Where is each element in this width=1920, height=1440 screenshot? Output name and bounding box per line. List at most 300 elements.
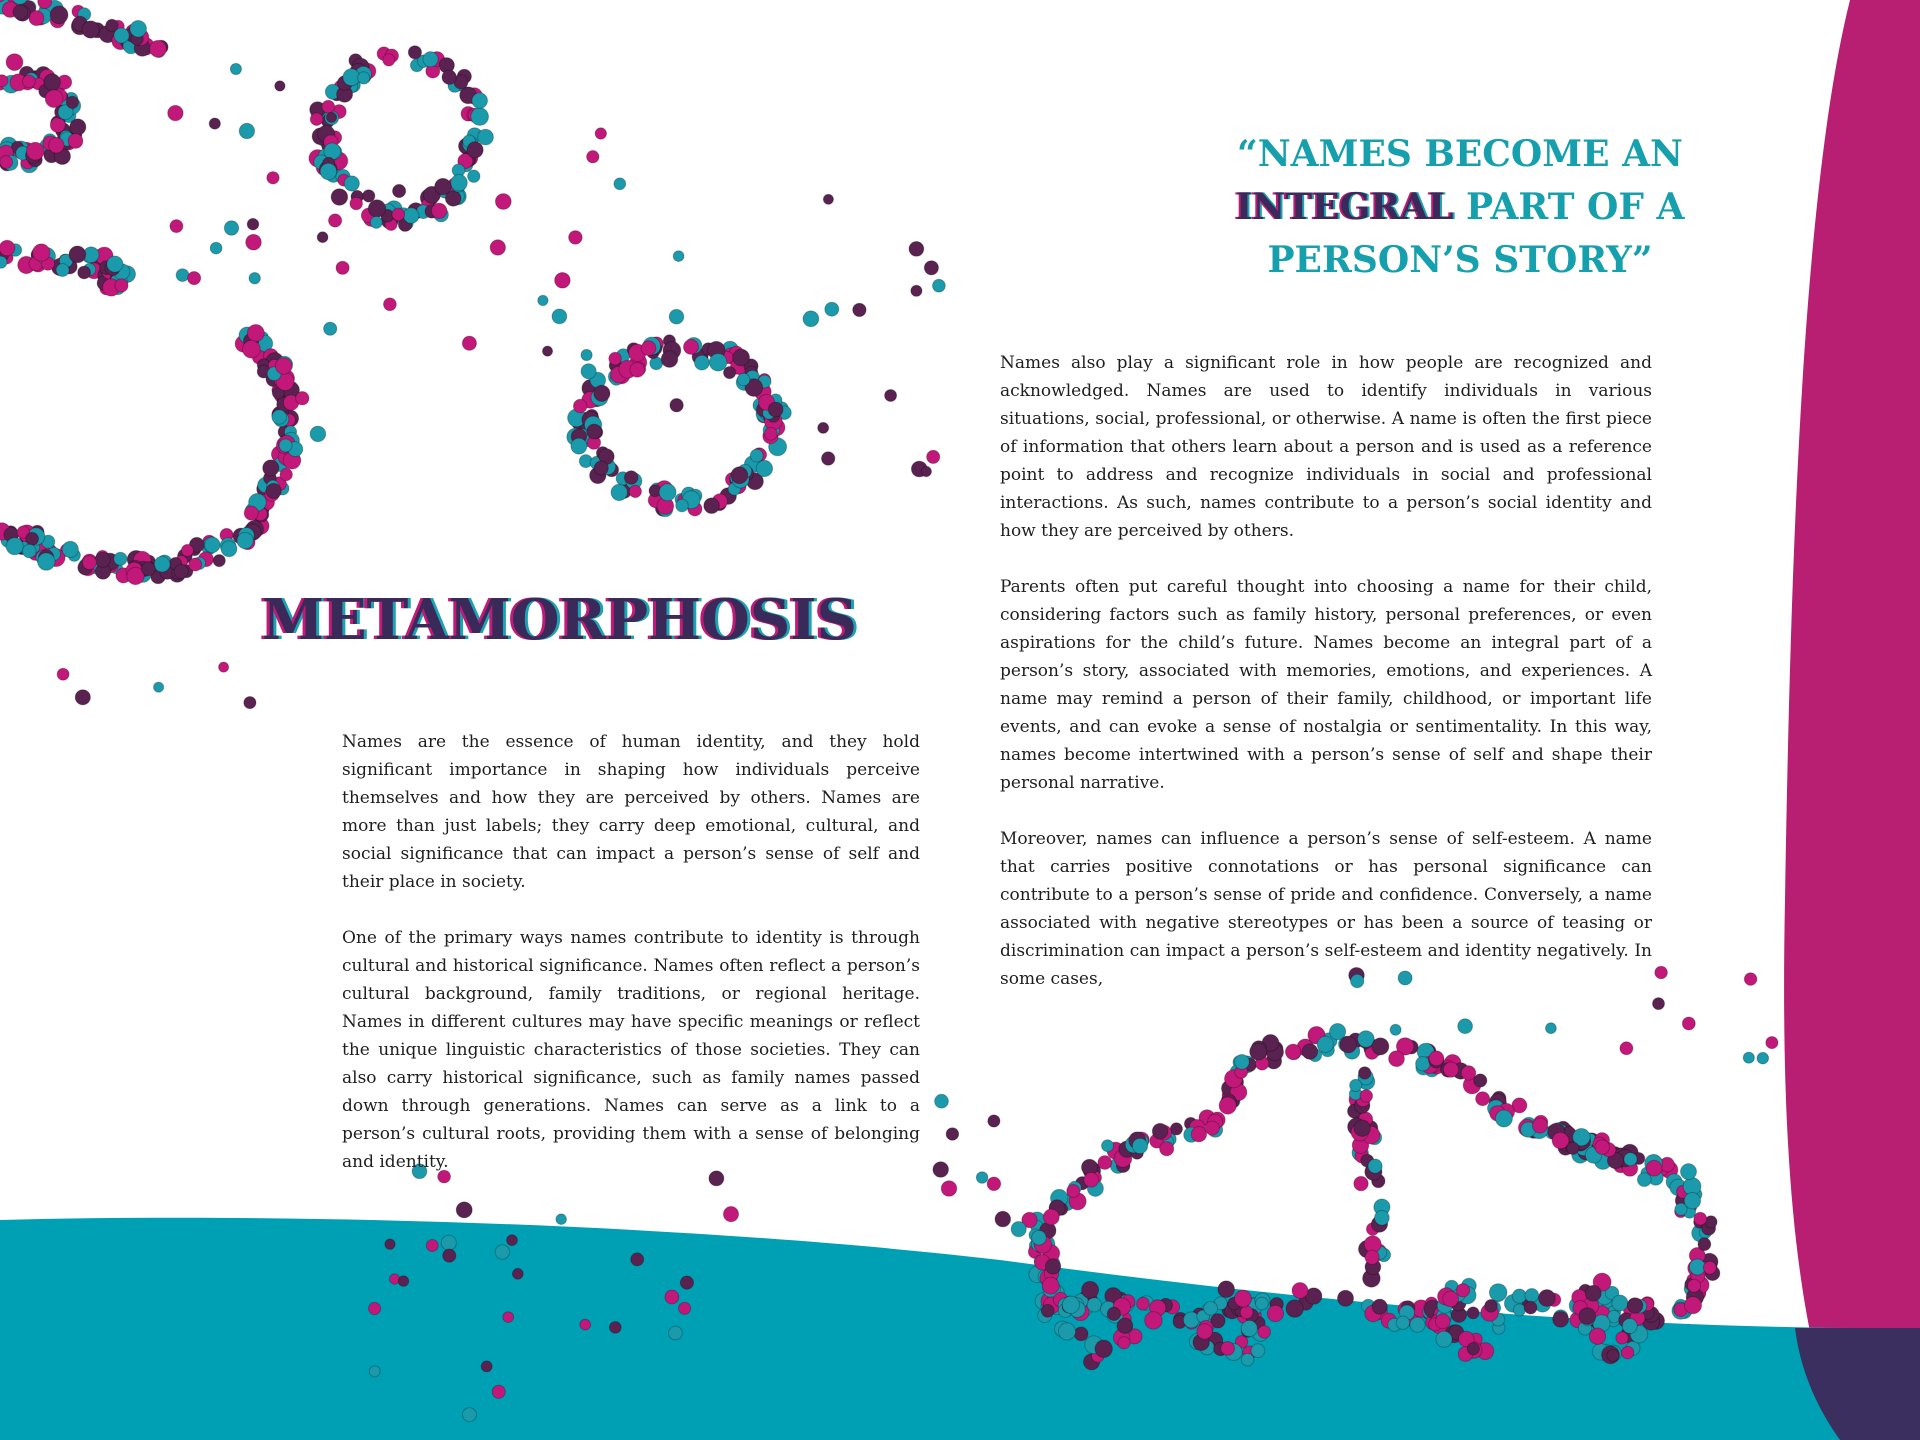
sequin	[1552, 1132, 1569, 1149]
sequin	[995, 1211, 1011, 1227]
sequin	[1241, 1353, 1254, 1366]
sequin	[1436, 1331, 1452, 1347]
sequin	[580, 1319, 591, 1330]
sequin	[1241, 1320, 1257, 1336]
sequin	[213, 555, 225, 567]
sequin	[385, 1239, 395, 1249]
sequin	[1698, 1238, 1711, 1251]
sequin	[150, 40, 167, 57]
sequin	[1102, 1140, 1114, 1152]
sequin	[0, 75, 8, 87]
sequin	[209, 118, 220, 129]
sequin	[441, 1235, 456, 1250]
sequin	[393, 184, 406, 197]
sequin	[272, 410, 287, 425]
sequin	[435, 178, 451, 194]
sequin	[1045, 1259, 1060, 1274]
sequin	[659, 484, 676, 501]
sequin	[1375, 1210, 1390, 1225]
sequin	[1197, 1324, 1213, 1340]
sequin	[556, 1214, 567, 1225]
sequin	[369, 1302, 381, 1314]
sequin	[987, 1177, 1001, 1191]
sequin	[154, 682, 164, 692]
sequin	[26, 532, 39, 545]
sequin	[57, 668, 69, 680]
sequin	[1368, 1159, 1382, 1173]
sequin	[107, 256, 123, 272]
sequin	[1082, 1281, 1099, 1298]
sequin	[1360, 1090, 1373, 1103]
sequin	[1655, 966, 1668, 979]
sequin	[1330, 1024, 1346, 1040]
sequin	[609, 352, 622, 365]
sequin	[704, 498, 720, 514]
sequin	[1132, 1138, 1147, 1153]
sequin	[1585, 1285, 1601, 1301]
sequin	[1095, 1340, 1112, 1357]
sequin	[1682, 1017, 1695, 1030]
sequin	[1703, 1261, 1716, 1274]
sequin	[1058, 1323, 1075, 1340]
sequin	[1458, 1019, 1473, 1034]
sequin	[611, 484, 627, 500]
sequin	[594, 461, 608, 475]
sequin	[737, 373, 750, 386]
sequin	[768, 402, 783, 417]
sequin	[324, 322, 337, 335]
sequin	[472, 93, 488, 109]
sequin	[95, 552, 110, 567]
sequin	[1219, 1097, 1236, 1114]
sequin	[247, 325, 264, 342]
sequin	[941, 1181, 957, 1197]
sequin	[1595, 1140, 1610, 1155]
sequin	[573, 399, 587, 413]
sequin	[492, 1385, 505, 1398]
sequin	[45, 90, 63, 108]
sequin	[1067, 1185, 1080, 1198]
sequin	[569, 231, 583, 245]
sequin	[44, 74, 61, 91]
sequin	[1637, 1173, 1651, 1187]
sequin	[1235, 1055, 1250, 1070]
sequin	[176, 269, 189, 282]
sequin	[695, 355, 710, 370]
right-paragraph-3: Moreover, names can influence a person’s sense of self-esteem. A name that carries positive connotations or has personal significance can contribute to a person’s sense of pride and confidence. Conversely, a name associated with negative stereotypes or has been a source of teasing or discrimination can impact a person’s self-esteem and identity negatively. In some cases,	[1000, 829, 1652, 989]
sequin	[174, 564, 188, 578]
sequin	[244, 506, 258, 520]
sequin	[1372, 1038, 1389, 1055]
sequin	[1485, 1300, 1498, 1313]
sequin	[326, 112, 336, 122]
sequin	[1354, 1176, 1368, 1190]
sequin	[408, 46, 421, 59]
sequin	[1416, 1057, 1430, 1071]
sequin	[1688, 1279, 1701, 1292]
sequin	[1396, 1316, 1409, 1329]
sequin	[62, 541, 78, 557]
sequin	[1553, 1311, 1569, 1327]
sequin	[1532, 1118, 1547, 1133]
sequin	[237, 532, 253, 548]
sequin	[383, 54, 395, 66]
sequin	[70, 119, 86, 135]
sequin	[478, 129, 494, 145]
sequin	[1087, 1298, 1101, 1312]
sequin	[1612, 1295, 1628, 1311]
sequin	[988, 1115, 1000, 1127]
sequin	[1302, 1044, 1318, 1060]
pull-quote-start: “NAMES BECOME AN	[1237, 133, 1683, 175]
sequin	[1170, 1123, 1182, 1135]
sequin	[26, 142, 44, 160]
sequin	[189, 558, 202, 571]
sequin	[669, 1326, 683, 1340]
sequin	[358, 72, 370, 84]
sequin	[1062, 1296, 1079, 1313]
sequin	[1221, 1342, 1235, 1356]
sequin	[263, 460, 279, 476]
sequin	[669, 309, 684, 324]
sequin	[1240, 1306, 1253, 1319]
sequin	[853, 303, 866, 316]
sequin	[154, 556, 170, 572]
sequin	[673, 251, 684, 262]
sequin	[1616, 1332, 1628, 1344]
sequin	[1620, 1042, 1633, 1055]
sequin	[1524, 1301, 1537, 1314]
sequin	[170, 220, 183, 233]
sequin	[1539, 1290, 1556, 1307]
sequin	[927, 450, 940, 463]
sequin	[670, 399, 683, 412]
sequin	[803, 311, 819, 327]
sequin	[1350, 1079, 1362, 1091]
sequin	[921, 466, 931, 476]
sequin	[1757, 1052, 1769, 1064]
sequin	[69, 246, 86, 263]
sequin	[1365, 1250, 1379, 1264]
pull-quote-end: PART OF A PERSON’S STORY”	[1267, 186, 1685, 281]
sequin	[624, 471, 638, 485]
sequin	[50, 6, 68, 24]
sequin	[1621, 1346, 1634, 1359]
sequin	[1107, 1307, 1120, 1320]
sequin	[322, 100, 335, 113]
sequin	[329, 214, 342, 227]
sequin	[481, 1361, 492, 1372]
sequin	[247, 218, 259, 230]
sequin	[1607, 1349, 1619, 1361]
sequin	[266, 483, 281, 498]
sequin	[1258, 1326, 1271, 1339]
page-title: METAMORPHOSIS	[262, 587, 857, 653]
magenta-band	[1784, 0, 1920, 1440]
sequin	[933, 279, 946, 292]
sequin	[279, 439, 292, 452]
sequin	[750, 449, 763, 462]
sequin	[1074, 1327, 1088, 1341]
sequin	[6, 54, 23, 71]
sequin	[1285, 1044, 1300, 1059]
sequin	[1624, 1153, 1637, 1166]
sequin	[512, 1268, 523, 1279]
sequin	[609, 1322, 621, 1334]
sequin	[267, 172, 279, 184]
sequin	[221, 541, 237, 557]
sequin	[1435, 1314, 1450, 1329]
sequin	[1117, 1318, 1132, 1333]
sequin	[1429, 1051, 1444, 1066]
sequin	[680, 1276, 693, 1289]
sequin	[495, 1245, 509, 1259]
sequin	[219, 662, 229, 672]
sequin	[723, 1207, 738, 1222]
sequin	[1495, 1110, 1512, 1127]
sequin	[709, 354, 727, 372]
sequin	[370, 216, 382, 228]
sequin	[1489, 1284, 1507, 1302]
sequin	[1204, 1302, 1218, 1316]
sequin	[23, 544, 37, 558]
sequin	[23, 75, 36, 88]
sequin	[114, 552, 127, 565]
sequin	[641, 341, 656, 356]
sequin	[1525, 1289, 1539, 1303]
sequin	[631, 1253, 644, 1266]
sequin	[29, 11, 44, 26]
sequin	[317, 232, 328, 243]
sequin	[1684, 1193, 1700, 1209]
sequin	[423, 52, 438, 67]
sequin	[451, 174, 468, 191]
sequin	[587, 151, 599, 163]
sequin	[1218, 1281, 1235, 1298]
sequin	[398, 1276, 409, 1287]
sequin	[1011, 1222, 1026, 1237]
sequin	[13, 5, 28, 20]
sequin	[1042, 1277, 1059, 1294]
sequin	[946, 1128, 959, 1141]
sequin	[68, 134, 83, 149]
sequin	[571, 438, 587, 454]
sequin	[384, 298, 397, 311]
sequin	[275, 81, 285, 91]
sequin	[1512, 1289, 1526, 1303]
sequin	[684, 339, 699, 354]
sequin	[1317, 1036, 1333, 1052]
sequin	[1338, 1290, 1354, 1306]
sequin	[403, 208, 419, 224]
sequin	[1410, 1317, 1425, 1332]
sequin	[818, 422, 829, 433]
sequin	[310, 113, 323, 126]
sequin	[1694, 1212, 1707, 1225]
sequin	[1041, 1304, 1054, 1317]
left-paragraph-1: Names are the essence of human identity, and they hold significant importance in shaping how individuals perceive themselves and how they are perceived by others. Names are more than just labels; they carry deep emotional, cultural, and social significance that can impact a person’s sense of self and their place in society.	[342, 732, 920, 892]
sequin	[1267, 1305, 1283, 1321]
sequin	[911, 285, 922, 296]
sequin	[210, 242, 222, 254]
sequin	[587, 424, 602, 439]
sequin	[976, 1172, 988, 1184]
sequin	[935, 1094, 949, 1108]
sequin	[1098, 1156, 1112, 1170]
sequin	[33, 244, 50, 261]
sequin	[1235, 1290, 1252, 1307]
sequin	[432, 203, 447, 218]
sequin	[1744, 973, 1757, 986]
sequin	[310, 426, 326, 442]
sequin	[443, 1249, 456, 1262]
sequin	[581, 349, 592, 360]
sequin	[114, 28, 129, 43]
sequin	[243, 340, 261, 358]
sequin	[1043, 1209, 1059, 1225]
sequin	[49, 137, 65, 153]
sequin	[1084, 1172, 1099, 1187]
pull-quote	[1200, 128, 1720, 287]
left-paragraph-2: One of the primary ways names contribute to identity is through cultural and historical significance. Names often reflect a person’s cultural background, family traditions, or regional heritage. Names in different cultures may have specific meanings or reflect the unique linguistic characteristics of those societies. They can also carry historical significance, such as family names passed down through generations. Names can serve as a link to a person’s cultural roots, providing them with a sense of belonging and identity.	[342, 928, 920, 1172]
sequin	[1766, 1037, 1778, 1049]
sequin	[490, 240, 505, 255]
sequin	[924, 261, 938, 275]
sequin	[1286, 1300, 1303, 1317]
sequin	[1456, 1284, 1469, 1297]
sequin	[1359, 1067, 1371, 1079]
sequin	[581, 364, 596, 379]
sequin	[1743, 1052, 1754, 1063]
sequin	[665, 1290, 679, 1304]
sequin	[822, 452, 835, 465]
sequin	[630, 362, 645, 377]
sequin	[456, 1202, 472, 1218]
sequin	[507, 1235, 518, 1246]
sequin	[614, 178, 626, 190]
sequin	[909, 242, 924, 257]
sequin	[368, 200, 385, 217]
sequin	[130, 21, 147, 38]
pull-quote-highlight: INTEGRAL	[1235, 186, 1454, 228]
sequin	[1546, 1023, 1557, 1034]
sequin	[676, 499, 689, 512]
sequin	[1118, 1337, 1130, 1349]
sequin	[733, 349, 750, 366]
sequin	[724, 367, 736, 379]
sequin	[1390, 1024, 1401, 1035]
sequin	[467, 142, 483, 158]
sequin	[336, 261, 349, 274]
sequin	[1476, 1092, 1490, 1106]
sequin	[1467, 1343, 1479, 1355]
sequin	[764, 427, 777, 440]
sequin	[344, 176, 359, 191]
sequin	[1205, 1121, 1219, 1135]
sequin	[1191, 1127, 1206, 1142]
sequin	[661, 351, 678, 368]
sequin	[82, 21, 99, 38]
sequin	[468, 170, 480, 182]
sequin	[249, 273, 260, 284]
sequin	[1622, 1319, 1637, 1334]
sequin	[1681, 1164, 1697, 1180]
sequin	[331, 189, 348, 206]
sequin	[350, 197, 363, 210]
sequin	[392, 208, 405, 221]
sequin	[1461, 1066, 1476, 1081]
sequin	[188, 272, 201, 285]
sequin	[0, 156, 13, 169]
sequin	[1032, 1230, 1047, 1245]
sequin	[224, 221, 238, 235]
sequin	[823, 194, 833, 204]
sequin	[320, 163, 337, 180]
right-paragraph-2: Parents often put careful thought into choosing a name for their child, considering factors such as family history, personal preferences, or even aspirations for the child’s future. Names become an integral part of a person’s story, associated with memories, emotions, and experiences. A name may remind a person of their family, childhood, or important life events, and can evoke a sense of nostalgia or sentimentality. In this way, names become intertwined with a person’s sense of self and shape their personal narrative.	[1000, 577, 1652, 793]
sequin	[230, 63, 241, 74]
sequin	[933, 1162, 949, 1178]
sequin	[1627, 1298, 1643, 1314]
sequin	[756, 460, 772, 476]
left-column	[342, 728, 920, 1204]
sequin	[1160, 1142, 1174, 1156]
sequin	[1292, 1283, 1308, 1299]
sequin	[1152, 1123, 1168, 1139]
sequin	[1443, 1062, 1458, 1077]
sequin	[595, 128, 606, 139]
sequin	[75, 690, 90, 705]
sequin	[275, 358, 292, 375]
sequin	[885, 390, 897, 402]
sequin	[369, 1366, 380, 1377]
sequin	[1256, 1297, 1269, 1310]
sequin	[503, 1312, 514, 1323]
sequin	[426, 1240, 438, 1252]
sequin	[1653, 998, 1665, 1010]
sequin	[825, 302, 839, 316]
sequin	[66, 96, 78, 108]
sequin	[205, 537, 221, 553]
sequin	[1467, 1307, 1479, 1319]
sequin	[1589, 1328, 1605, 1344]
sequin	[442, 70, 456, 84]
sequin	[463, 1408, 477, 1422]
sequin	[56, 264, 69, 277]
sequin	[731, 467, 748, 484]
sequin	[1579, 1308, 1596, 1325]
sequin	[471, 108, 489, 126]
sequin	[552, 309, 567, 324]
sequin	[239, 123, 254, 138]
right-paragraph-1: Names also play a significant role in how people are recognized and acknowledged. Names are used to identify individuals in various situations, social, professional, or otherwise. A name is often the first piece of information that others learn about a person and is used as a reference point to address and recognize individuals in social and professional interactions. As such, names contribute to a person’s social identity and how they are perceived by others.	[1000, 353, 1652, 541]
sequin	[244, 697, 256, 709]
sequin	[594, 385, 610, 401]
sequin	[462, 336, 476, 350]
sequin	[1372, 1299, 1387, 1314]
sequin	[78, 266, 91, 279]
sequin	[1251, 1344, 1265, 1358]
sequin	[1684, 1297, 1701, 1314]
sequin	[1145, 1312, 1163, 1330]
sequin	[296, 392, 309, 405]
sequin	[6, 538, 23, 555]
sequin	[181, 544, 193, 556]
sequin	[82, 556, 96, 570]
sequin	[1354, 1120, 1370, 1136]
sequin	[1250, 1043, 1267, 1060]
sequin	[38, 553, 55, 570]
sequin	[324, 143, 341, 160]
